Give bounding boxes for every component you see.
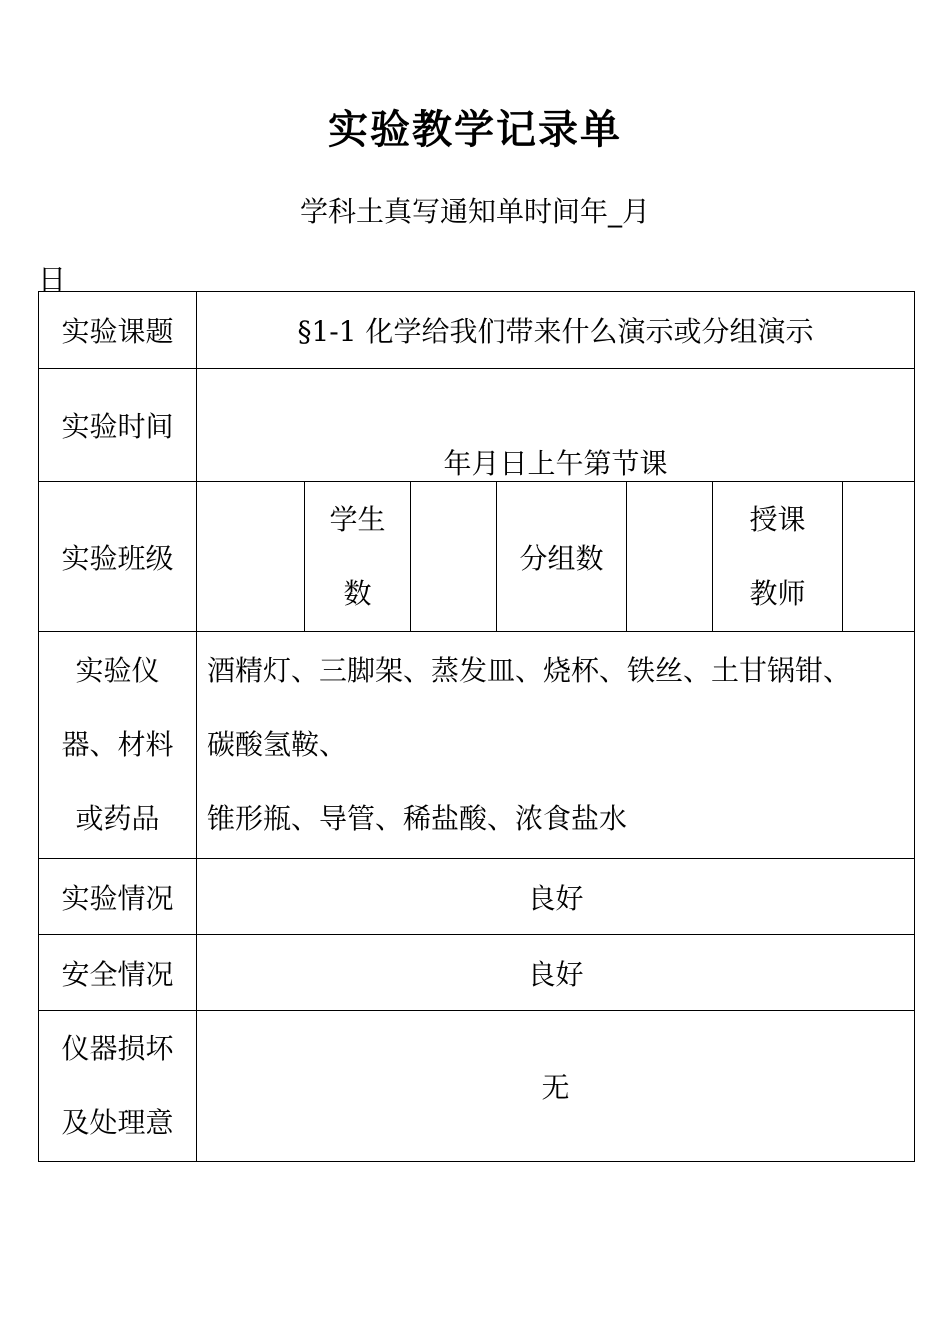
document-title: 实验教学记录单 bbox=[328, 107, 622, 153]
document-subtitle: 学科土真写通知单时间年_月 bbox=[299, 195, 650, 228]
groups-value bbox=[627, 482, 713, 632]
teacher-value bbox=[843, 482, 915, 632]
condition-label: 实验情况 bbox=[39, 859, 197, 935]
safety-value: 良好 bbox=[197, 935, 915, 1011]
time-label: 实验时间 bbox=[39, 369, 197, 482]
row-class bbox=[39, 482, 915, 632]
materials-label-line: 或药品 bbox=[75, 802, 160, 835]
row-time bbox=[39, 369, 915, 482]
students-label-line: 数 bbox=[343, 576, 372, 610]
materials-line: 锥形瓶、导管、稀盐酸、浓食盐水 bbox=[207, 802, 628, 835]
materials-label-line: 实验仪 bbox=[75, 654, 160, 687]
damage-value: 无 bbox=[197, 1011, 915, 1162]
class-label: 实验班级 bbox=[39, 482, 197, 632]
teacher-label-line: 授课 bbox=[749, 502, 806, 536]
row-damage bbox=[39, 1011, 915, 1162]
teacher-label-line: 教师 bbox=[749, 576, 806, 610]
damage-label bbox=[39, 1011, 197, 1162]
materials-value bbox=[197, 632, 915, 859]
condition-value: 良好 bbox=[197, 859, 915, 935]
topic-title: 化学给我们带来什么演示或分组演示 bbox=[365, 315, 814, 348]
row-condition bbox=[39, 859, 915, 935]
safety-label: 安全情况 bbox=[39, 935, 197, 1011]
topic-label: 实验课题 bbox=[39, 292, 197, 369]
students-label-line: 学生 bbox=[329, 502, 386, 536]
teacher-label bbox=[713, 482, 843, 632]
groups-label: 分组数 bbox=[497, 482, 627, 632]
materials-line: 碳酸氢鞍、 bbox=[207, 728, 348, 761]
materials-label bbox=[39, 632, 197, 859]
record-table bbox=[38, 291, 915, 1162]
students-label bbox=[305, 482, 411, 632]
damage-label-line: 仪器损坏 bbox=[61, 1032, 174, 1065]
row-topic bbox=[39, 292, 915, 369]
materials-line: 酒精灯、三脚架、蒸发皿、烧杯、铁丝、土甘锅钳、 bbox=[207, 654, 852, 687]
subtitle-day: 日 bbox=[38, 263, 67, 296]
materials-label-line: 器、材料 bbox=[61, 728, 174, 761]
row-safety bbox=[39, 935, 915, 1011]
topic-section-number: §1-1 bbox=[297, 315, 357, 348]
time-value-cell bbox=[197, 369, 915, 482]
row-materials bbox=[39, 632, 915, 859]
students-value bbox=[411, 482, 497, 632]
topic-value bbox=[197, 292, 915, 369]
damage-label-line: 及处理意 bbox=[61, 1106, 174, 1139]
class-value bbox=[197, 482, 305, 632]
time-value: 年月日上午第节课 bbox=[443, 447, 668, 480]
